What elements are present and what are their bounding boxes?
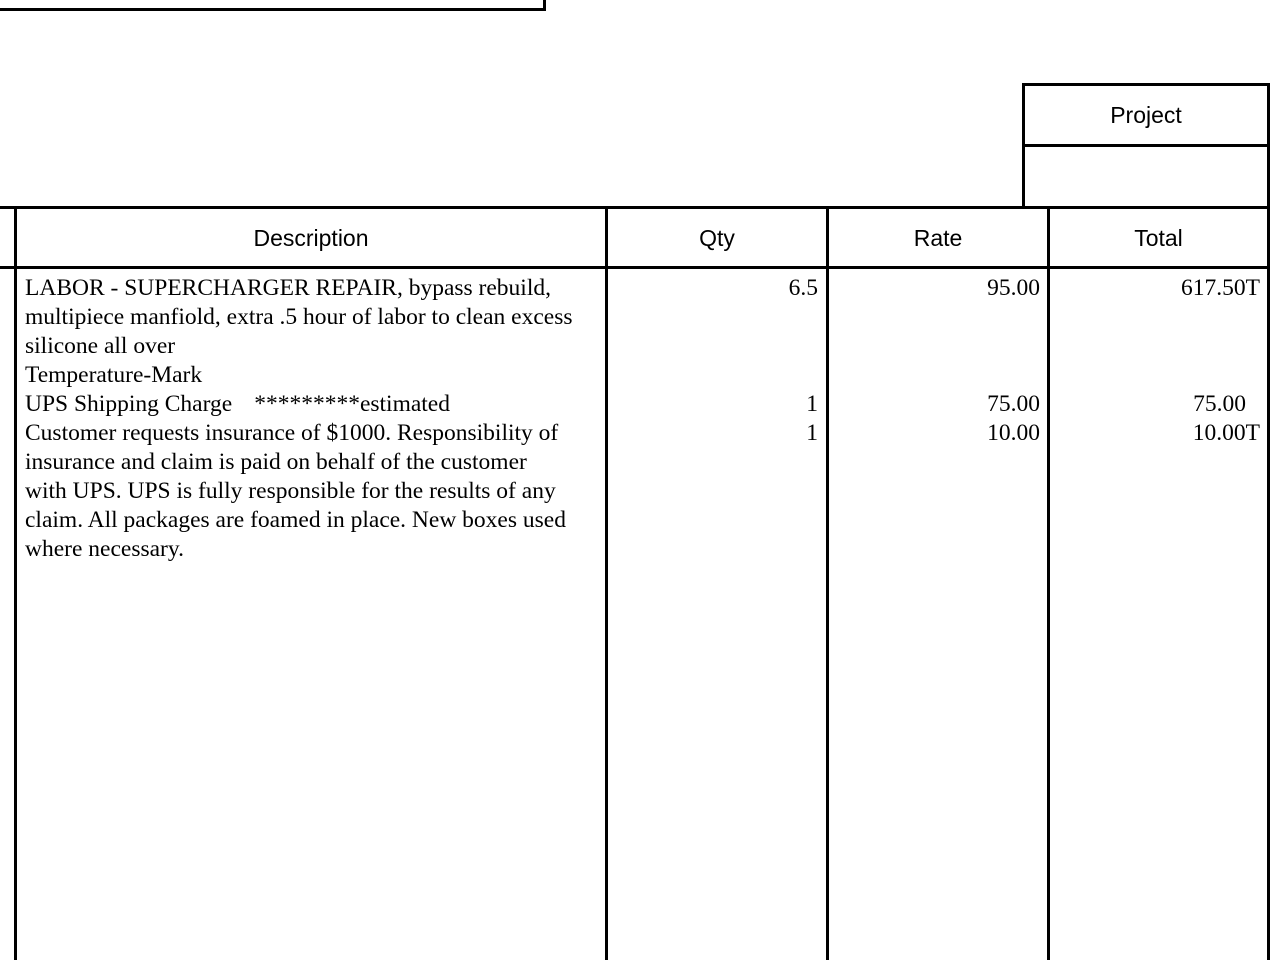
- project-label: Project: [1110, 102, 1182, 128]
- row-labor-qty: 6.5: [788, 275, 818, 301]
- header-description: Description: [253, 225, 369, 251]
- description-line: Temperature-Mark: [25, 362, 203, 388]
- table-row-labor-description: [25, 274, 605, 361]
- row-insurance-rate: 10.00: [987, 420, 1040, 446]
- project-box-right-border: [1267, 83, 1270, 208]
- description-line: LABOR - SUPERCHARGER REPAIR, bypass rebuild,: [25, 275, 551, 301]
- description-line: multipiece manfiold, extra .5 hour of labor to clean excess: [25, 304, 573, 330]
- table-row-temperature-description: [25, 361, 605, 390]
- header-total: Total: [1134, 225, 1183, 251]
- row-labor-total: 617.50T: [1181, 275, 1260, 301]
- table-row-shipping-description: [25, 390, 605, 419]
- header-rate: Rate: [913, 225, 963, 251]
- top-box-right-border: [543, 0, 546, 11]
- description-line: Customer requests insurance of $1000. Responsibility of: [25, 420, 559, 446]
- description-line: [25, 390, 605, 419]
- table-row-insurance-description: [25, 419, 605, 564]
- row-insurance-qty: 1: [806, 420, 818, 446]
- top-box-bottom-border: [0, 8, 546, 11]
- description-line: with UPS. UPS is fully responsible for the results of any: [25, 478, 556, 504]
- row-shipping-rate: 75.00: [987, 391, 1040, 417]
- description-line: insurance and claim is paid on behalf of the customer: [25, 449, 527, 475]
- header-qty: Qty: [699, 225, 735, 251]
- row-labor-rate: 95.00: [987, 275, 1040, 301]
- table-left-edge: [14, 206, 17, 960]
- description-line: silicone all over: [25, 333, 176, 359]
- description-line: claim. All packages are foamed in place. New boxes used: [25, 507, 566, 533]
- row-insurance-total: 10.00T: [1192, 420, 1260, 446]
- column-divider-total: [1047, 206, 1050, 960]
- description-line: where necessary.: [25, 536, 184, 562]
- row-shipping-total: 75.00: [1193, 391, 1246, 417]
- table-right-edge: [1267, 206, 1270, 960]
- shipping-note: *********estimated: [254, 391, 450, 417]
- column-divider-qty: [605, 206, 608, 960]
- shipping-label: UPS Shipping Charge: [25, 391, 233, 417]
- row-shipping-qty: 1: [806, 391, 818, 417]
- column-divider-rate: [826, 206, 829, 960]
